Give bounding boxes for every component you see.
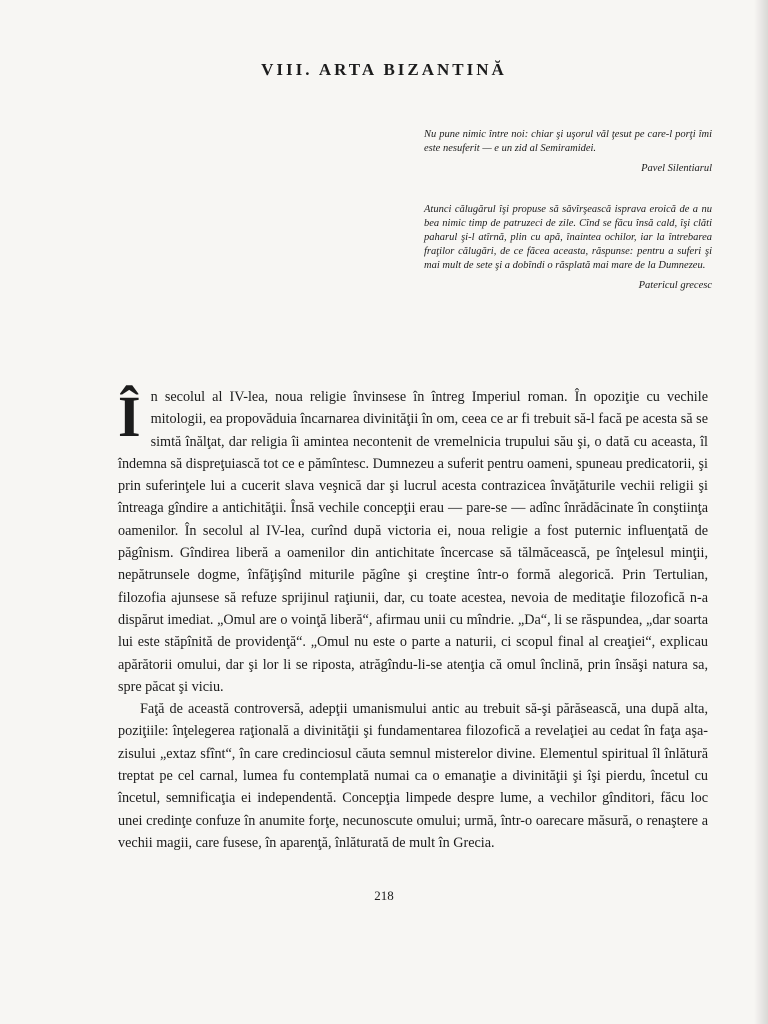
- epigraph-2: [424, 203, 712, 293]
- page-edge-shadow: [754, 0, 768, 1024]
- epigraph-attribution: Patericul grecesc: [638, 280, 712, 291]
- paragraph-1-text: n secolul al IV-lea, noua religie învinsese în întreg Imperiul roman. În opoziţie cu vechile mitologii, ea propovăduia încarnarea divinităţii în om, ceea ce ar fi trebuit să-l facă pe acesta să se simtă înălţat, dar religia îi amintea necontenit de vremelnicia trupului său şi, o dată cu aceasta, îl îndemna să dispreţuiască tot ce e pămîntesc. Dumnezeu a suferit pentru oameni, spuneau predicatorii, şi prin suferinţele lui a cucerit slava veşnică dar şi lucrul acesta contrazicea învăţăturile vechii religii şi întreaga gîndire a antichităţii. Însă vechile concepţii erau — pare-se — adînc înrădăcinate în conştiinţa oamenilor. În secolul al IV-lea, curînd după victoria ei, noua religie a fost puternic influenţată de păgînism. Gîndirea liberă a oamenilor din antichitate încercase să tălmăcească, pe înţelesul minţii, nepătrunsele dogme, înfăţişînd miturile păgîne şi creştine într-o formă alegorică. Prin Tertulian, filozofia ajunsese să refuze sprijinul raţiunii, dar, cu toate acestea, nevoia de meditaţie filozofică n-a dispărut imediat. „Omul are o voinţă liberă“, afirmau unii cu mîndrie. „Da“, li se răspundea, „dar soarta lui este stăpînită de providenţă“. „Omul nu este o parte a naturii, ci scopul final al creaţiei“, explicau apărătorii omului, dar şi lor li se riposta, atrăgîndu-li-se atenţia că omul înclină, prin însăşi natura sa, spre păcat şi viciu.: [118, 389, 708, 695]
- paragraph-1: [118, 386, 708, 698]
- epigraph-text: Atunci călugărul îşi propuse să săvîrşească isprava eroică de a nu bea nimic timp de patruzeci de zile. Cînd se făcu însă cald, îşi clăti paharul şi-l atîrnă, plin cu apă, înaintea ochilor, iar la întrebarea fraţilor călugări, de ce făcea aceasta, răspunse: pentru a suferi şi mai mult de sete şi a dobîndi o răsplată mai mare de la Dumnezeu.: [424, 204, 712, 271]
- body-text: [118, 386, 708, 854]
- epigraph-text: Nu pune nimic între noi: chiar şi uşorul văl ţesut pe care-l porţi îmi este nesuferit — e un zid al Semiramidei.: [424, 129, 712, 154]
- chapter-title: VIII. ARTA BIZANTINĂ: [261, 60, 507, 79]
- drop-cap: Î: [118, 384, 141, 449]
- paragraph-2: Faţă de această controversă, adepţii umanismului antic au trebuit să-şi părăsească, una după alta, poziţiile: înţelegerea raţională a divinităţii şi fundamentarea filozofică a revelaţiei au cedat în faţa aşa-zisului „extaz sfînt“, în care credinciosul căuta semnul misterelor divine. Elementul spiritual îl înlătură treptat pe cel carnal, lumea fu contemplată numai ca o emanaţie a divinităţii şi îşi pierdu, încetul cu încetul, semnificaţia ei independentă. Concepţia limpede despre lume, a vechilor gînditori, făcu loc unei credinţe confuze în anumite forţe, necunoscute omului; urmă, într-o oarecare măsură, o renaştere a vechii magii, care fusese, în aparenţă, înlăturată de mult în Grecia.: [118, 701, 708, 851]
- epigraph-1: [424, 128, 712, 176]
- epigraph-attribution: Pavel Silentiarul: [641, 163, 712, 174]
- page-number: 218: [374, 888, 394, 903]
